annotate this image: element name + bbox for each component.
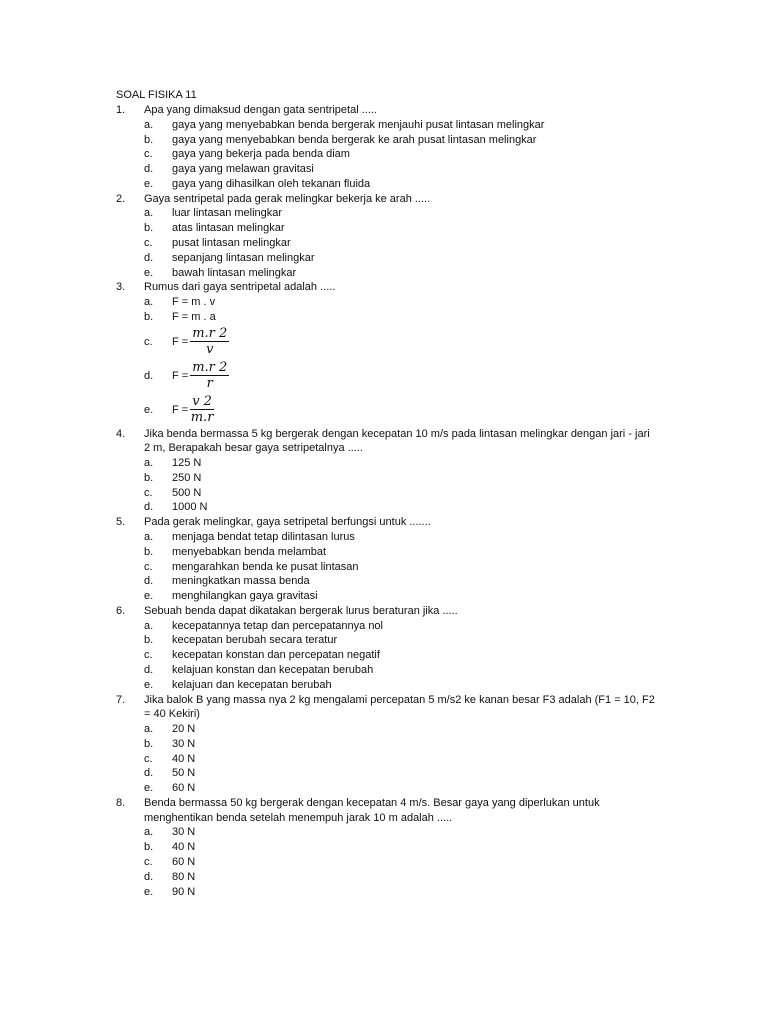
answer-option (116, 678, 656, 693)
question-row (116, 796, 656, 825)
option-letter: b. (144, 737, 154, 750)
answer-option (116, 840, 656, 855)
answer-option (116, 663, 656, 678)
option-text: gaya yang dihasilkan oleh tekanan fluida (172, 177, 371, 190)
answer-option (116, 118, 656, 133)
option-letter: d. (144, 575, 154, 588)
option-letter: d. (144, 870, 154, 883)
option-letter: b. (144, 471, 154, 484)
fraction-numerator: m.r 2 (192, 360, 228, 376)
formula-fraction (190, 360, 229, 391)
answer-option (116, 177, 656, 192)
question-number: 8. (116, 797, 126, 810)
option-letter: d. (144, 163, 154, 176)
option-letter: c. (144, 335, 153, 348)
option-letter: a. (144, 619, 154, 632)
question-2 (116, 192, 656, 281)
option-letter: a. (144, 530, 154, 543)
question-row (116, 192, 656, 207)
answer-option (116, 310, 656, 325)
option-text: 80 N (172, 870, 196, 883)
answer-option (116, 737, 656, 752)
answer-option (116, 781, 656, 796)
option-text: 30 N (172, 826, 196, 839)
option-letter: c. (144, 236, 153, 249)
option-text: bawah lintasan melingkar (172, 266, 297, 279)
question-row (116, 280, 656, 295)
option-text: 40 N (172, 841, 196, 854)
answer-option (116, 236, 656, 251)
option-letter: b. (144, 841, 154, 854)
option-text: kelajuan konstan dan kecepatan berubah (172, 664, 374, 677)
option-letter: a. (144, 118, 154, 131)
answer-option (116, 471, 656, 486)
option-letter: a. (144, 457, 154, 470)
answer-option (116, 221, 656, 236)
fraction-numerator: v 2 (192, 394, 212, 410)
option-letter: c. (144, 752, 153, 765)
option-text: 500 N (172, 486, 202, 499)
option-letter: d. (144, 369, 154, 382)
fraction-denominator: v (206, 342, 214, 358)
answer-option (116, 393, 656, 427)
option-text: kecepatannya tetap dan percepatannya nol (172, 619, 383, 632)
question-list (116, 103, 656, 899)
answer-option (116, 325, 656, 359)
answer-option (116, 206, 656, 221)
option-text: kecepatan berubah secara teratur (172, 634, 338, 647)
option-text: 60 N (172, 782, 196, 795)
answer-option (116, 619, 656, 634)
answer-option (116, 870, 656, 885)
option-letter: c. (144, 560, 153, 573)
option-letter: c. (144, 486, 153, 499)
answer-option (116, 560, 656, 575)
option-text: 50 N (172, 767, 196, 780)
question-number: 1. (116, 104, 126, 116)
question-text: Apa yang dimaksud dengan gata sentripetal ..... (144, 104, 377, 116)
question-text: Gaya sentripetal pada gerak melingkar bekerja ke arah ..... (144, 192, 431, 205)
answer-option (116, 359, 656, 393)
answer-option (116, 133, 656, 148)
option-text: gaya yang melawan gravitasi (172, 163, 314, 176)
option-text: gaya yang menyebabkan benda bergerak menjauhi pusat lintasan melingkar (172, 118, 545, 131)
answer-option (116, 545, 656, 560)
option-letter: c. (144, 649, 153, 662)
answer-option (116, 500, 656, 515)
option-letter: e. (144, 266, 154, 279)
question-row (116, 604, 656, 619)
formula-prefix: F = (172, 403, 189, 416)
option-letter: b. (144, 310, 154, 323)
option-text: F = m . v (172, 296, 216, 309)
answer-option (116, 530, 656, 545)
option-letter: b. (144, 634, 154, 647)
question-text: Sebuah benda dapat dikatakan bergerak lurus beraturan jika ..... (144, 604, 458, 617)
answer-option (116, 162, 656, 177)
answer-option (116, 251, 656, 266)
question-3 (116, 280, 656, 426)
option-text: menghilangkan gaya gravitasi (172, 590, 318, 603)
option-text: 125 N (172, 457, 202, 470)
question-text: Benda bermassa 50 kg bergerak dengan kecepatan 4 m/s. Besar gaya yang diperlukan untuk menghentikan benda setelah menempuh jarak 10 m adalah ..... (144, 797, 600, 824)
option-text: atas lintasan melingkar (172, 222, 285, 235)
answer-option (116, 486, 656, 501)
question-6 (116, 604, 656, 693)
option-letter: e. (144, 782, 154, 795)
option-text: 1000 N (172, 501, 208, 514)
option-text: meningkatkan massa benda (172, 575, 310, 588)
option-text: mengarahkan benda ke pusat lintasan (172, 560, 359, 573)
question-1 (116, 103, 656, 192)
question-number: 7. (116, 693, 126, 706)
question-text: Pada gerak melingkar, gaya setripetal berfungsi untuk ....... (144, 516, 431, 529)
question-row (116, 515, 656, 530)
option-letter: e. (144, 885, 154, 898)
option-text: pusat lintasan melingkar (172, 236, 291, 249)
question-text: Rumus dari gaya sentripetal adalah ..... (144, 281, 336, 294)
option-letter: d. (144, 664, 154, 677)
option-letter: c. (144, 856, 153, 869)
question-number: 3. (116, 281, 126, 294)
answer-option (116, 574, 656, 589)
option-letter: a. (144, 207, 154, 220)
question-row (116, 427, 656, 456)
answer-option (116, 295, 656, 310)
fraction-numerator: m.r 2 (192, 326, 228, 342)
question-text: Jika benda bermassa 5 kg bergerak dengan kecepatan 10 m/s pada lintasan melingkar dengan jari - jari 2 m, Berapakah besar gaya setripetalnya ..... (144, 427, 650, 455)
question-number: 6. (116, 604, 126, 617)
answer-option (116, 456, 656, 471)
answer-option (116, 766, 656, 781)
answer-option (116, 147, 656, 162)
option-letter: a. (144, 826, 154, 839)
answer-option (116, 266, 656, 281)
answer-option (116, 825, 656, 840)
answer-option (116, 752, 656, 767)
answer-option (116, 885, 656, 900)
option-letter: e. (144, 177, 154, 190)
option-text: 30 N (172, 737, 196, 750)
option-text: 90 N (172, 885, 196, 898)
question-7 (116, 693, 656, 796)
option-letter: b. (144, 545, 154, 558)
question-number: 5. (116, 516, 126, 529)
option-letter: d. (144, 767, 154, 780)
question-number: 4. (116, 427, 126, 440)
answer-option (116, 648, 656, 663)
option-letter: e. (144, 403, 154, 416)
answer-option (116, 633, 656, 648)
option-text: menyebabkan benda melambat (172, 545, 327, 558)
formula-prefix: F = (172, 335, 189, 348)
formula-prefix: F = (172, 369, 189, 382)
question-4 (116, 427, 656, 516)
question-row (116, 103, 656, 118)
document-title: SOAL FISIKA 11 (116, 89, 197, 101)
option-letter: a. (144, 723, 154, 736)
formula-fraction (190, 394, 214, 425)
option-letter: b. (144, 133, 154, 146)
document-body (116, 88, 656, 899)
option-letter: c. (144, 148, 153, 161)
option-letter: a. (144, 296, 154, 309)
option-text: gaya yang menyebabkan benda bergerak ke arah pusat lintasan melingkar (172, 133, 537, 146)
option-text: sepanjang lintasan melingkar (172, 251, 315, 264)
option-text: luar lintasan melingkar (172, 207, 283, 220)
option-text: gaya yang bekerja pada benda diam (172, 148, 350, 161)
formula-fraction (190, 326, 229, 357)
answer-option (116, 589, 656, 604)
question-text: Jika balok B yang massa nya 2 kg mengalami percepatan 5 m/s2 ke kanan besar F3 adalah (F1 = 10, F2 = 40 Kekiri) (144, 693, 655, 721)
option-text: 250 N (172, 471, 202, 484)
question-number: 2. (116, 192, 126, 205)
question-5 (116, 515, 656, 604)
option-letter: d. (144, 251, 154, 264)
option-text: F = m . a (172, 310, 216, 323)
answer-option (116, 722, 656, 737)
question-8 (116, 796, 656, 899)
option-letter: e. (144, 678, 154, 691)
option-letter: e. (144, 590, 154, 603)
option-text: menjaga bendat tetap dilintasan lurus (172, 530, 355, 543)
option-text: 60 N (172, 856, 196, 869)
answer-option (116, 855, 656, 870)
option-letter: d. (144, 501, 154, 514)
question-row (116, 693, 656, 722)
option-letter: b. (144, 222, 154, 235)
fraction-denominator: m.r (190, 410, 214, 426)
option-text: 20 N (172, 723, 196, 736)
option-text: kelajuan dan kecepatan berubah (172, 678, 332, 691)
option-text: kecepatan konstan dan percepatan negatif (172, 649, 380, 662)
fraction-denominator: r (206, 376, 213, 392)
option-text: 40 N (172, 752, 196, 765)
